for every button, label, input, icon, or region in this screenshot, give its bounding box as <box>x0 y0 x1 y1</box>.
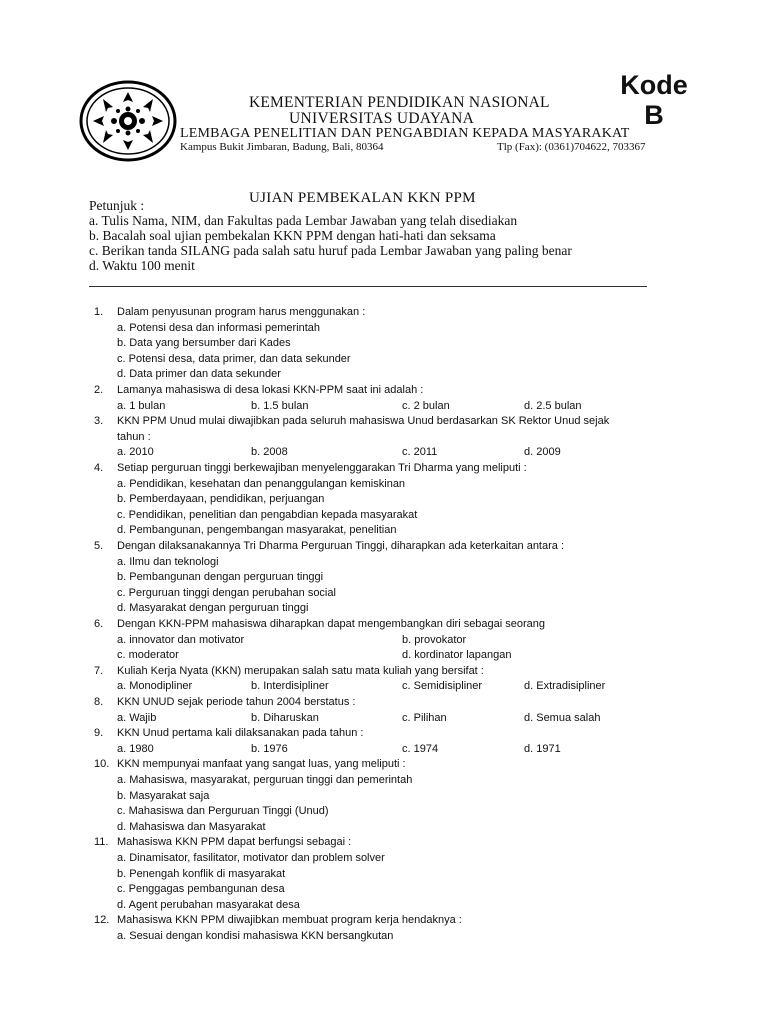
answer-option: c. 2 bulan <box>402 399 450 412</box>
answer-option: a. 2010 <box>117 446 154 459</box>
answer-option: d. Data primer dan data sekunder <box>117 368 281 381</box>
question-number: 7. <box>94 664 104 677</box>
question-number: 8. <box>94 696 104 708</box>
instructions-title: Petunjuk : <box>89 198 145 213</box>
kode-label: Kode <box>620 70 688 100</box>
answer-option: c. moderator <box>117 649 179 662</box>
question-text: Mahasiswa KKN PPM dapat berfungsi sebagai : <box>117 836 352 849</box>
question-number: 10. <box>94 758 110 771</box>
answer-option: b. 1976 <box>251 742 288 755</box>
answer-option: d. Pembangunan, pengembangan masyarakat, penelitian <box>117 524 397 537</box>
answer-option: a. 1980 <box>117 742 154 755</box>
ministry-name: KEMENTERIAN PENDIDIKAN NASIONAL <box>249 94 550 111</box>
answer-option: c. Pendidikan, penelitian dan pengabdian kepada masyarakat <box>117 508 418 521</box>
answer-option: c. Pilihan <box>402 711 447 724</box>
question-text: KKN PPM Unud mulai diwajibkan pada seluruh mahasiswa Unud berdasarkan SK Rektor Unud sejak <box>117 415 610 428</box>
answer-option: d. Masyarakat dengan perguruan tinggi <box>117 602 309 615</box>
address: Kampus Bukit Jimbaran, Badung, Bali, 80364 <box>180 141 384 153</box>
question-text: KKN UNUD sejak periode tahun 2004 berstatus : <box>117 696 356 708</box>
answer-option: d. 2009 <box>524 446 561 459</box>
answer-option: a. Wajib <box>117 711 157 724</box>
answer-option: d. Semua salah <box>524 711 601 724</box>
answer-option: b. Pembangunan dengan perguruan tinggi <box>117 571 324 584</box>
answer-option: b. Penengah konflik di masyarakat <box>117 867 286 880</box>
answer-option: c. Mahasiswa dan Perguruan Tinggi (Unud) <box>117 805 329 818</box>
kode-value: B <box>644 100 664 130</box>
question-number: 6. <box>94 618 104 630</box>
answer-option: b. 2008 <box>251 446 288 459</box>
answer-option: c. 2011 <box>402 446 438 459</box>
instruction-item: a. Tulis Nama, NIM, dan Fakultas pada Lembar Jawaban yang telah disediakan <box>89 213 518 228</box>
answer-option: a. Potensi desa dan informasi pemerintah <box>117 321 321 334</box>
question-text: KKN Unud pertama kali dilaksanakan pada tahun : <box>117 727 364 740</box>
question-text: Lamanya mahasiswa di desa lokasi KKN-PPM saat ini adalah : <box>117 384 424 396</box>
answer-option: c. Perguruan tinggi dengan perubahan social <box>117 586 336 599</box>
answer-option: b. Data yang bersumber dari Kades <box>117 337 291 350</box>
answer-option: a. 1 bulan <box>117 399 166 412</box>
question-number: 4. <box>94 462 104 474</box>
answer-option: d. Agent perubahan masyarakat desa <box>117 898 300 911</box>
answer-option: d. Extradisipliner <box>524 680 606 693</box>
phone: Tlp (Fax): (0361)704622, 703367 <box>497 141 646 153</box>
answer-option: c. Penggagas pembangunan desa <box>117 883 285 896</box>
university-logo <box>78 80 178 162</box>
question-text: KKN mempunyai manfaat yang sangat luas, yang meliputi : <box>117 758 406 771</box>
instruction-item: d. Waktu 100 menit <box>89 258 195 273</box>
answer-option: b. Pemberdayaan, pendidikan, perjuangan <box>117 493 325 506</box>
institute-name: LEMBAGA PENELITIAN DAN PENGABDIAN KEPADA MASYARAKAT <box>180 126 630 141</box>
answer-option: a. Ilmu dan teknologi <box>117 555 219 568</box>
instruction-item: b. Bacalah soal ujian pembekalan KKN PPM dengan hati-hati dan seksama <box>89 228 496 243</box>
instructions <box>89 198 572 273</box>
answer-option: a. Pendidikan, kesehatan dan penanggulangan kemiskinan <box>117 477 406 490</box>
question-text: Dengan KKN-PPM mahasiswa diharapkan dapat mengembangkan diri sebagai seorang <box>117 618 546 630</box>
question-number: 5. <box>94 540 104 552</box>
answer-option: a. Mahasiswa, masyarakat, perguruan tinggi dan pemerintah <box>117 774 413 786</box>
question-number: 9. <box>94 727 104 740</box>
question-number: 12. <box>94 914 110 927</box>
answer-option: b. Interdisipliner <box>251 680 329 693</box>
question-number: 3. <box>94 415 104 428</box>
answer-option: d. kordinator lapangan <box>402 649 512 662</box>
answer-option: d. Mahasiswa dan Masyarakat <box>117 820 266 833</box>
answer-option: b. provokator <box>402 633 467 646</box>
question-text: Setiap perguruan tinggi berkewajiban menyelenggarakan Tri Dharma yang meliputi : <box>117 462 527 474</box>
question-number: 2. <box>94 384 104 396</box>
answer-option: b. Diharuskan <box>251 711 319 724</box>
answer-option: c. 1974 <box>402 742 439 755</box>
answer-option: c. Potensi desa, data primer, dan data sekunder <box>117 352 351 365</box>
divider <box>89 286 647 287</box>
question-text-continued: tahun : <box>117 430 151 443</box>
answer-option: b. Masyarakat saja <box>117 789 210 802</box>
university-name: UNIVERSITAS UDAYANA <box>289 110 475 127</box>
question-text: Dalam penyusunan program harus menggunakan : <box>117 306 366 318</box>
question-number: 11. <box>94 836 109 849</box>
answer-option: c. Semidisipliner <box>402 680 483 693</box>
exam-title: UJIAN PEMBEKALAN KKN PPM <box>249 190 476 206</box>
answer-option: a. Monodipliner <box>117 680 193 693</box>
answer-option: a. innovator dan motivator <box>117 633 245 646</box>
answer-option: d. 2.5 bulan <box>524 399 582 412</box>
question-text: Mahasiswa KKN PPM diwajibkan membuat program kerja hendaknya : <box>117 914 462 927</box>
answer-option: a. Dinamisator, fasilitator, motivator dan problem solver <box>117 852 385 864</box>
answer-option: d. 1971 <box>524 742 561 755</box>
instruction-item: c. Berikan tanda SILANG pada salah satu huruf pada Lembar Jawaban yang paling benar <box>89 243 572 258</box>
contact-line <box>180 141 680 153</box>
answer-option: b. 1.5 bulan <box>251 399 309 412</box>
answer-option: a. Sesuai dengan kondisi mahasiswa KKN bersangkutan <box>117 930 394 942</box>
question-number: 1. <box>94 306 104 318</box>
question-text: Kuliah Kerja Nyata (KKN) merupakan salah satu mata kuliah yang bersifat : <box>117 664 484 677</box>
question-text: Dengan dilaksanakannya Tri Dharma Perguruan Tinggi, diharapkan ada keterkaitan antara : <box>117 540 564 552</box>
